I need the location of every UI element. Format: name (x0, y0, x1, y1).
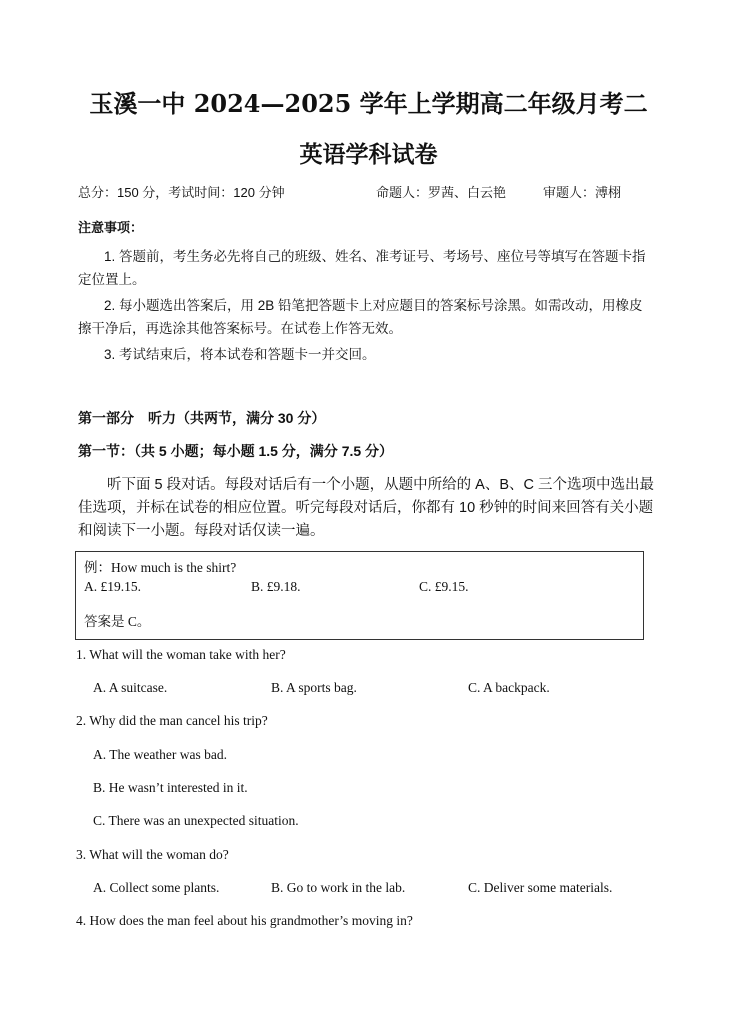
example-answer: 答案是 C。 (84, 614, 151, 629)
notice-item-2-line-2: 擦干净后，再选涂其他答案标号。在试卷上作答无效。 (78, 321, 402, 336)
question-3-stem: 3. What will the woman do? (76, 847, 229, 862)
question-2-option-b: B. He wasn’t interested in it. (93, 780, 248, 795)
setters-info: 命题人：罗茜、白云艳 (376, 185, 507, 200)
notice-item-1-line-1: 1. 答题前，考生务必先将自己的班级、姓名、准考证号、考场号、座位号等填写在答题卡指 (104, 249, 646, 264)
example-option-b: B. £9.18. (251, 579, 301, 594)
notice-item-2-line-1: 2. 每小题选出答案后，用 2B 铅笔把答题卡上对应题目的答案标号涂黑。如需改动，用橡皮 (104, 298, 643, 313)
reviewer-info: 审题人：溥栩 (543, 185, 622, 200)
question-4-stem: 4. How does the man feel about his grandmother’s moving in? (76, 913, 413, 928)
question-1-option-b: B. A sports bag. (271, 680, 357, 695)
exam-subtitle: 英语学科试卷 (299, 141, 438, 168)
example-question: 例：How much is the shirt? (84, 560, 237, 575)
notice-item-3: 3. 考试结束后，将本试卷和答题卡一并交回。 (104, 347, 376, 362)
exam-title: 玉溪一中 2024—2025 学年上学期高二年级月考二 (89, 89, 648, 118)
question-2-stem: 2. Why did the man cancel his trip? (76, 713, 268, 728)
score-time-info: 总分：150 分，考试时间：120 分钟 (78, 185, 285, 200)
question-3-option-b: B. Go to work in the lab. (271, 880, 406, 895)
notice-heading: 注意事项： (78, 220, 144, 235)
part1-heading: 第一部分 听力（共两节，满分 30 分） (78, 410, 326, 426)
notice-item-1-line-2: 定位置上。 (78, 272, 146, 287)
section1-heading: 第一节：（共 5 小题；每小题 1.5 分，满分 7.5 分） (78, 443, 394, 459)
question-1-stem: 1. What will the woman take with her? (76, 647, 286, 662)
question-2-option-a: A. The weather was bad. (93, 747, 227, 762)
question-1-option-c: C. A backpack. (468, 680, 550, 695)
question-3-option-a: A. Collect some plants. (93, 880, 220, 895)
question-3-option-c: C. Deliver some materials. (468, 880, 613, 895)
listening-instructions: 听下面 5 段对话。每段对话后有一个小题，从题中所给的 A、B、C 三个选项中选出最佳选项，并标在试卷的相应位置。听完每段对话后，你都有 10 秒钟的时间来回答有关小题和阅读下一小题。每段对话仅读一遍。 (78, 477, 654, 539)
example-option-c: C. £9.15. (419, 579, 469, 594)
example-box (75, 551, 644, 640)
question-1-option-a: A. A suitcase. (93, 680, 168, 695)
question-2-option-c: C. There was an unexpected situation. (93, 813, 299, 828)
example-option-a: A. £19.15. (84, 579, 141, 594)
